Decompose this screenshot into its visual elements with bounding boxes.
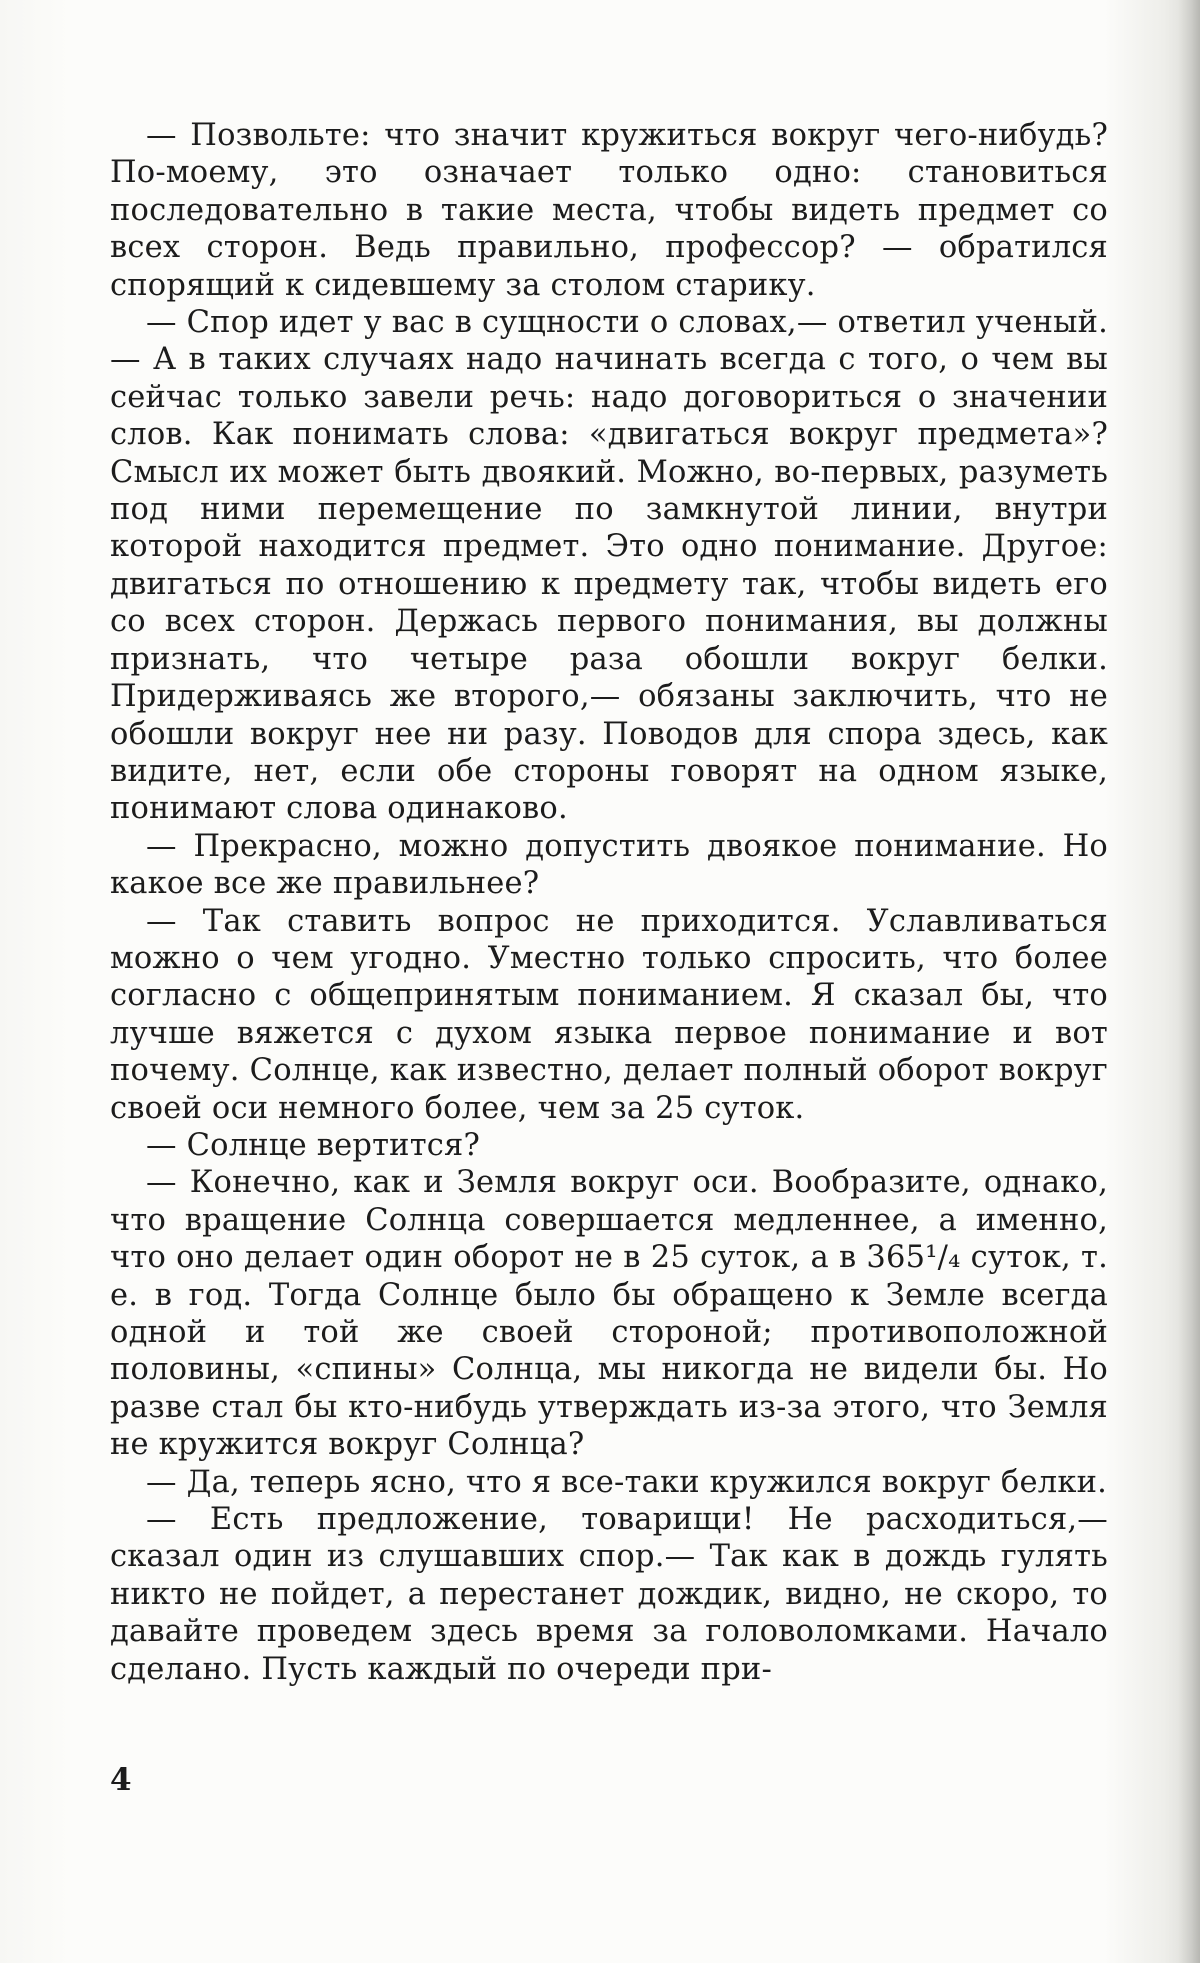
paragraph: — Есть предложение, товарищи! Не расходиться,— сказал один из слушавших спор.— Так как в дождь гулять никто не пойдет, а перестанет дождик, видно, не скоро, то давайте проведем здесь время за головоломками. Начало сделано. Пусть каждый по очереди при- (110, 1502, 1108, 1687)
paragraph: — Так ставить вопрос не приходится. Уславливаться можно о чем угодно. Уместно только спросить, что более согласно с общепринятым пониманием. Я сказал бы, что лучше вяжется с духом языка первое понимание и вот почему. Солнце, как известно, делает полный оборот вокруг своей оси немного более, чем за 25 суток. (110, 903, 1108, 1126)
paragraph: — Солнце вертится? (146, 1127, 481, 1163)
body-text (110, 117, 1108, 1688)
page-edge-shadow (1178, 0, 1200, 1963)
page-number: 4 (110, 1762, 132, 1798)
paragraph: — Прекрасно, можно допустить двоякое понимание. Но какое все же правильнее? (110, 828, 1108, 902)
paragraph: — Конечно, как и Земля вокруг оси. Вообразите, однако, что вращение Солнца совершается медленнее, а именно, что оно делает один оборот не в 25 суток, а в 365¹/₄ суток, т. е. в год. Тогда Солнце было бы обращено к Земле всегда одной и той же своей стороной; противоположной половины, «спины» Солнца, мы никогда не видели бы. Но разве стал бы кто-нибудь утверждать из-за этого, что Земля не кружится вокруг Солнца? (110, 1165, 1108, 1463)
paragraph: — Позвольте: что значит кружиться вокруг чего-нибудь? По-моему, это означает только одно: становиться последовательно в такие места, чтобы видеть предмет со всех сторон. Ведь правильно, профессор? — обратился спорящий к сидевшему за столом старику. (110, 118, 1108, 303)
paragraph: — Да, теперь ясно, что я все-таки кружился вокруг белки. (146, 1464, 1108, 1500)
paragraph: — Спор идет у вас в сущности о словах,— ответил ученый.— А в таких случаях надо начинать всегда с того, о чем вы сейчас только завели речь: надо договориться о значении слов. Как понимать слова: «двигаться вокруг предмета»? Смысл их может быть двоякий. Можно, во-первых, разуметь под ними перемещение по замкнутой линии, внутри которой находится предмет. Это одно понимание. Другое: двигаться по отношению к предмету так, чтобы видеть его со всех сторон. Держась первого понимания, вы должны признать, что четыре раза обошли вокруг белки. Придерживаясь же второго,— обязаны заключить, что не обошли вокруг нее ни разу. Поводов для спора здесь, как видите, нет, если обе стороны говорят на одном языке, понимают слова одинаково. (110, 305, 1108, 827)
